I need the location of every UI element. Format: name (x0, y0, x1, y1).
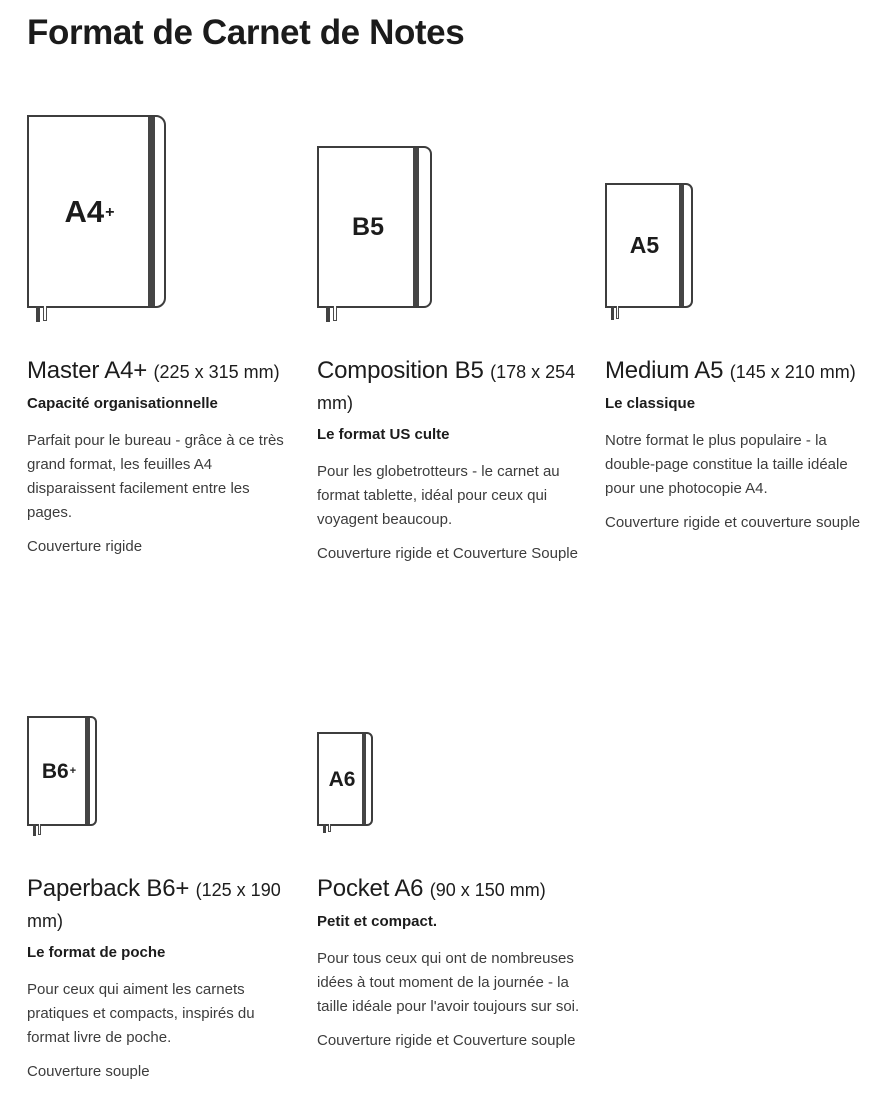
notebook-illustration-a6 (317, 732, 373, 826)
card-cover-info: Couverture rigide et Couverture souple (317, 1032, 576, 1049)
notebook-illustration-a4plus (27, 115, 166, 308)
formats-row-1 (27, 115, 870, 714)
bookmark-ribbon-icon (328, 824, 331, 832)
bookmark-ribbon-icon (616, 306, 619, 319)
card-cover-info: Couverture rigide et Couverture Souple (317, 545, 578, 562)
card-title (27, 356, 299, 387)
notebook-illustration-area (317, 714, 605, 826)
notebook-illustration-b5 (317, 146, 432, 308)
format-dimensions: (90 x 150 mm) (429, 880, 546, 900)
card-cover-info: Couverture rigide et couverture souple (605, 514, 861, 531)
notebook-size-label: A4+ (64, 194, 115, 229)
notebook-card-b6plus (27, 714, 317, 1094)
bookmark-ribbon-icon (43, 306, 47, 321)
card-cover-info: Couverture souple (27, 1063, 150, 1080)
format-name: Composition B5 (317, 357, 484, 384)
card-tagline: Le format US culte (317, 426, 450, 443)
card-tagline: Capacité organisationnelle (27, 395, 218, 412)
notebook-size-label: A6 (328, 767, 356, 791)
card-description: Pour les globetrotteurs - le carnet au format tablette, idéal pour ceux qui voyagent beaucoup. (317, 463, 560, 528)
notebook-card-a6 (317, 714, 605, 1063)
format-name: Medium A5 (605, 357, 724, 384)
format-name: Master A4+ (27, 357, 148, 384)
bookmark-ribbon-icon (323, 824, 326, 833)
plus-suffix: + (69, 765, 77, 778)
notebook-illustration-b6plus (27, 716, 97, 826)
format-dimensions: (178 x 254 mm) (317, 362, 576, 413)
notebook-illustration-area (27, 714, 317, 826)
format-dimensions: (125 x 190 mm) (27, 880, 281, 931)
card-tagline: Petit et compact. (317, 913, 438, 930)
notebook-size-label: B5 (352, 212, 384, 241)
formats-row-2 (27, 714, 870, 1094)
format-name: Pocket A6 (317, 875, 424, 902)
bookmark-ribbon-icon (611, 306, 614, 320)
card-description: Notre format le plus populaire - la double-page constitue la taille idéale pour une photocopie A4. (605, 432, 848, 497)
bookmark-ribbon-icon (333, 306, 337, 321)
notebook-card-a4plus (27, 115, 317, 569)
elastic-band-icon (362, 734, 366, 824)
plus-suffix: + (105, 202, 115, 221)
notebook-illustration-area (605, 115, 890, 308)
notebook-illustration-area (317, 115, 605, 308)
bookmark-ribbon-icon (36, 306, 40, 322)
format-name: Paperback B6+ (27, 875, 190, 902)
elastic-band-icon (148, 117, 155, 306)
bookmark-ribbon-icon (38, 824, 41, 835)
bookmark-ribbon-icon (326, 306, 330, 322)
card-tagline: Le classique (605, 395, 696, 412)
elastic-band-icon (679, 185, 684, 306)
elastic-band-icon (85, 718, 90, 824)
card-tagline: Le format de poche (27, 944, 166, 961)
card-description: Pour ceux qui aiment les carnets pratiques et compacts, inspirés du format livre de poche. (27, 981, 255, 1046)
notebook-card-b5 (317, 115, 605, 576)
card-cover-info: Couverture rigide (27, 538, 143, 555)
card-description: Pour tous ceux qui ont de nombreuses idées à tout moment de la journée - la taille idéale pour l'avoir toujours sur soi. (317, 950, 580, 1015)
notebook-illustration-area (27, 115, 317, 308)
page-title: Format de Carnet de Notes (27, 13, 465, 52)
card-title (317, 356, 589, 418)
notebook-card-a5 (605, 115, 890, 545)
format-dimensions: (225 x 315 mm) (153, 362, 280, 382)
notebook-size-label: B6+ (41, 759, 77, 783)
bookmark-ribbon-icon (33, 824, 36, 836)
notebook-illustration-a5 (605, 183, 693, 308)
card-title (27, 874, 299, 936)
card-description: Parfait pour le bureau - grâce à ce très grand format, les feuilles A4 disparaissent facilement entre les pages. (27, 432, 284, 521)
card-title (605, 356, 877, 387)
notebook-size-label: A5 (629, 232, 660, 258)
card-title (317, 874, 589, 905)
format-dimensions: (145 x 210 mm) (729, 362, 856, 382)
elastic-band-icon (413, 148, 419, 306)
